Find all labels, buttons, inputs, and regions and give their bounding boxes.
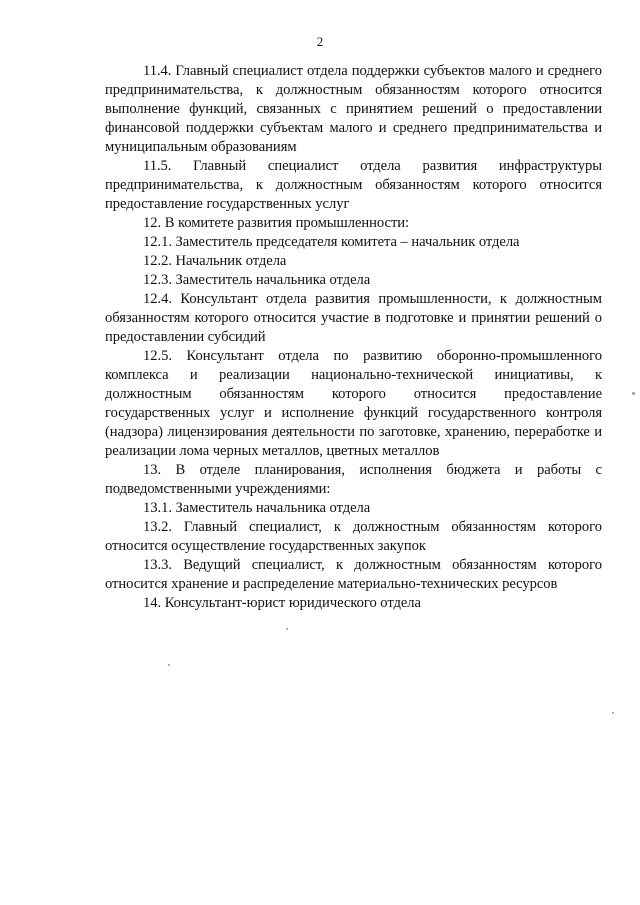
scan-speck (632, 392, 635, 395)
section-heading-13: 13. В отделе планирования, исполнения бюджета и работы с подведомственными учреждениями: (105, 462, 602, 497)
list-item-12-1: 12.1. Заместитель председателя комитета – начальник отдела (143, 234, 520, 250)
list-item-13-2: 13.2. Главный специалист, к должностным обязанностям которого относится осуществление государственных закупок (105, 519, 602, 554)
scan-speck (612, 712, 614, 714)
page-number: 2 (316, 34, 324, 49)
scan-speck (286, 628, 288, 630)
list-item-11-5: 11.5. Главный специалист отдела развития инфраструктуры предпринимательства, к должностным обязанностям которого относится предоставление государственных услуг (105, 158, 602, 212)
list-item-12-4: 12.4. Консультант отдела развития промышленности, к должностным обязанностям которого относится участие в подготовке и принятии решений о предоставлении субсидий (105, 291, 602, 345)
section-heading-12: 12. В комитете развития промышленности: (143, 215, 410, 231)
list-item-12-5: 12.5. Консультант отдела по развитию оборонно-промышленного комплекса и реализации национально-технической инициативы, к должностным обязанностям которого относится предоставление государственных услуг и исполнение функций государственного контроля (надзора) лицензирования деятельности по заготовке, хранению, переработке и реализации лома черных металлов, цветных металлов (105, 348, 602, 459)
document-body (105, 62, 602, 613)
list-item-12-3: 12.3. Заместитель начальника отдела (143, 272, 371, 288)
list-item-13-3: 13.3. Ведущий специалист, к должностным обязанностям которого относится хранение и распределение материально-технических ресурсов (105, 557, 602, 592)
list-item-12-2: 12.2. Начальник отдела (143, 253, 287, 269)
list-item-11-4: 11.4. Главный специалист отдела поддержки субъектов малого и среднего предпринимательства, к должностным обязанностям которого относится выполнение функций, связанных с принятием решений о предоставлении финансовой поддержки субъектам малого и среднего предпринимательства и муниципальным образованиям (105, 63, 602, 155)
list-item-14: 14. Консультант-юрист юридического отдела (143, 595, 421, 611)
scan-speck (168, 664, 170, 666)
list-item-13-1: 13.1. Заместитель начальника отдела (143, 500, 371, 516)
